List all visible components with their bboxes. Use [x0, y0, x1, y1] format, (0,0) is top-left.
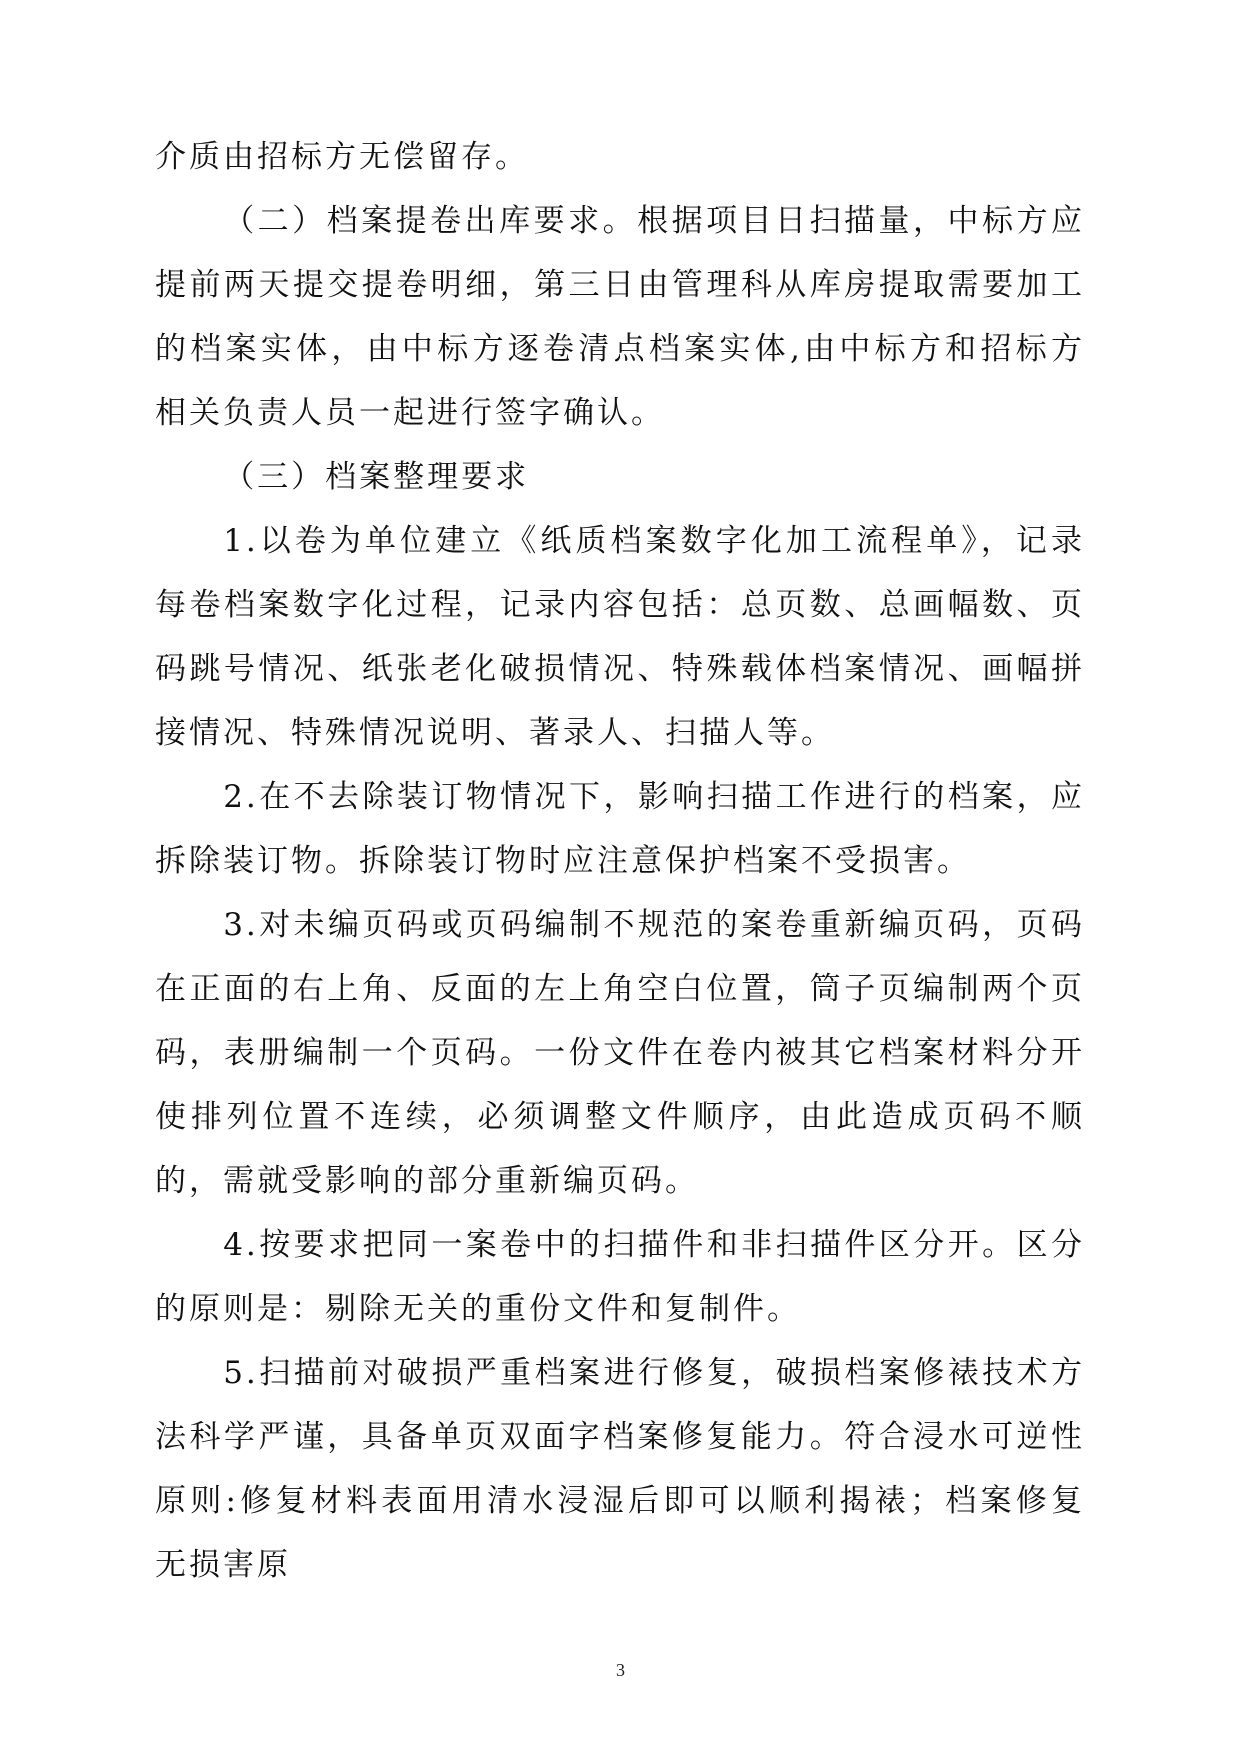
section-heading-3: （三）档案整理要求: [223, 459, 530, 495]
paragraph-item-2: 2.在不去除装订物情况下，影响扫描工作进行的档案，应拆除装订物。拆除装订物时应注意保护档案不受损害。: [155, 779, 1085, 879]
paragraph-item-3: 3.对未编页码或页码编制不规范的案卷重新编页码，页码在正面的右上角、反面的左上角空白位置，筒子页编制两个页码，表册编制一个页码。一份文件在卷内被其它档案材料分开使排列位置不连续，必须调整文件顺序，由此造成页码不顺的，需就受影响的部分重新编页码。: [155, 907, 1085, 1199]
paragraph-item-5: 5.扫描前对破损严重档案进行修复，破损档案修裱技术方法科学严谨，具备单页双面字档案修复能力。符合浸水可逆性原则:修复材料表面用清水浸湿后即可以顺利揭裱；档案修复无损害原: [155, 1355, 1085, 1583]
page-number: 3: [616, 1660, 625, 1680]
paragraph-section-2: （二）档案提卷出库要求。根据项目日扫描量，中标方应提前两天提交提卷明细，第三日由管理科从库房提取需要加工的档案实体，由中标方逐卷清点档案实体,由中标方和招标方相关负责人员一起进行签字确认。: [155, 203, 1085, 431]
paragraph-continuation: 介质由招标方无偿留存。: [155, 139, 529, 175]
paragraph-item-4: 4.按要求把同一案卷中的扫描件和非扫描件区分开。区分的原则是：剔除无关的重份文件和复制件。: [155, 1227, 1085, 1327]
paragraph-item-1: 1.以卷为单位建立《纸质档案数字化加工流程单》，记录每卷档案数字化过程，记录内容包括：总页数、总画幅数、页码跳号情况、纸张老化破损情况、特殊载体档案情况、画幅拼接情况、特殊情况说明、著录人、扫描人等。: [155, 523, 1085, 751]
body-text: [155, 125, 1085, 1597]
